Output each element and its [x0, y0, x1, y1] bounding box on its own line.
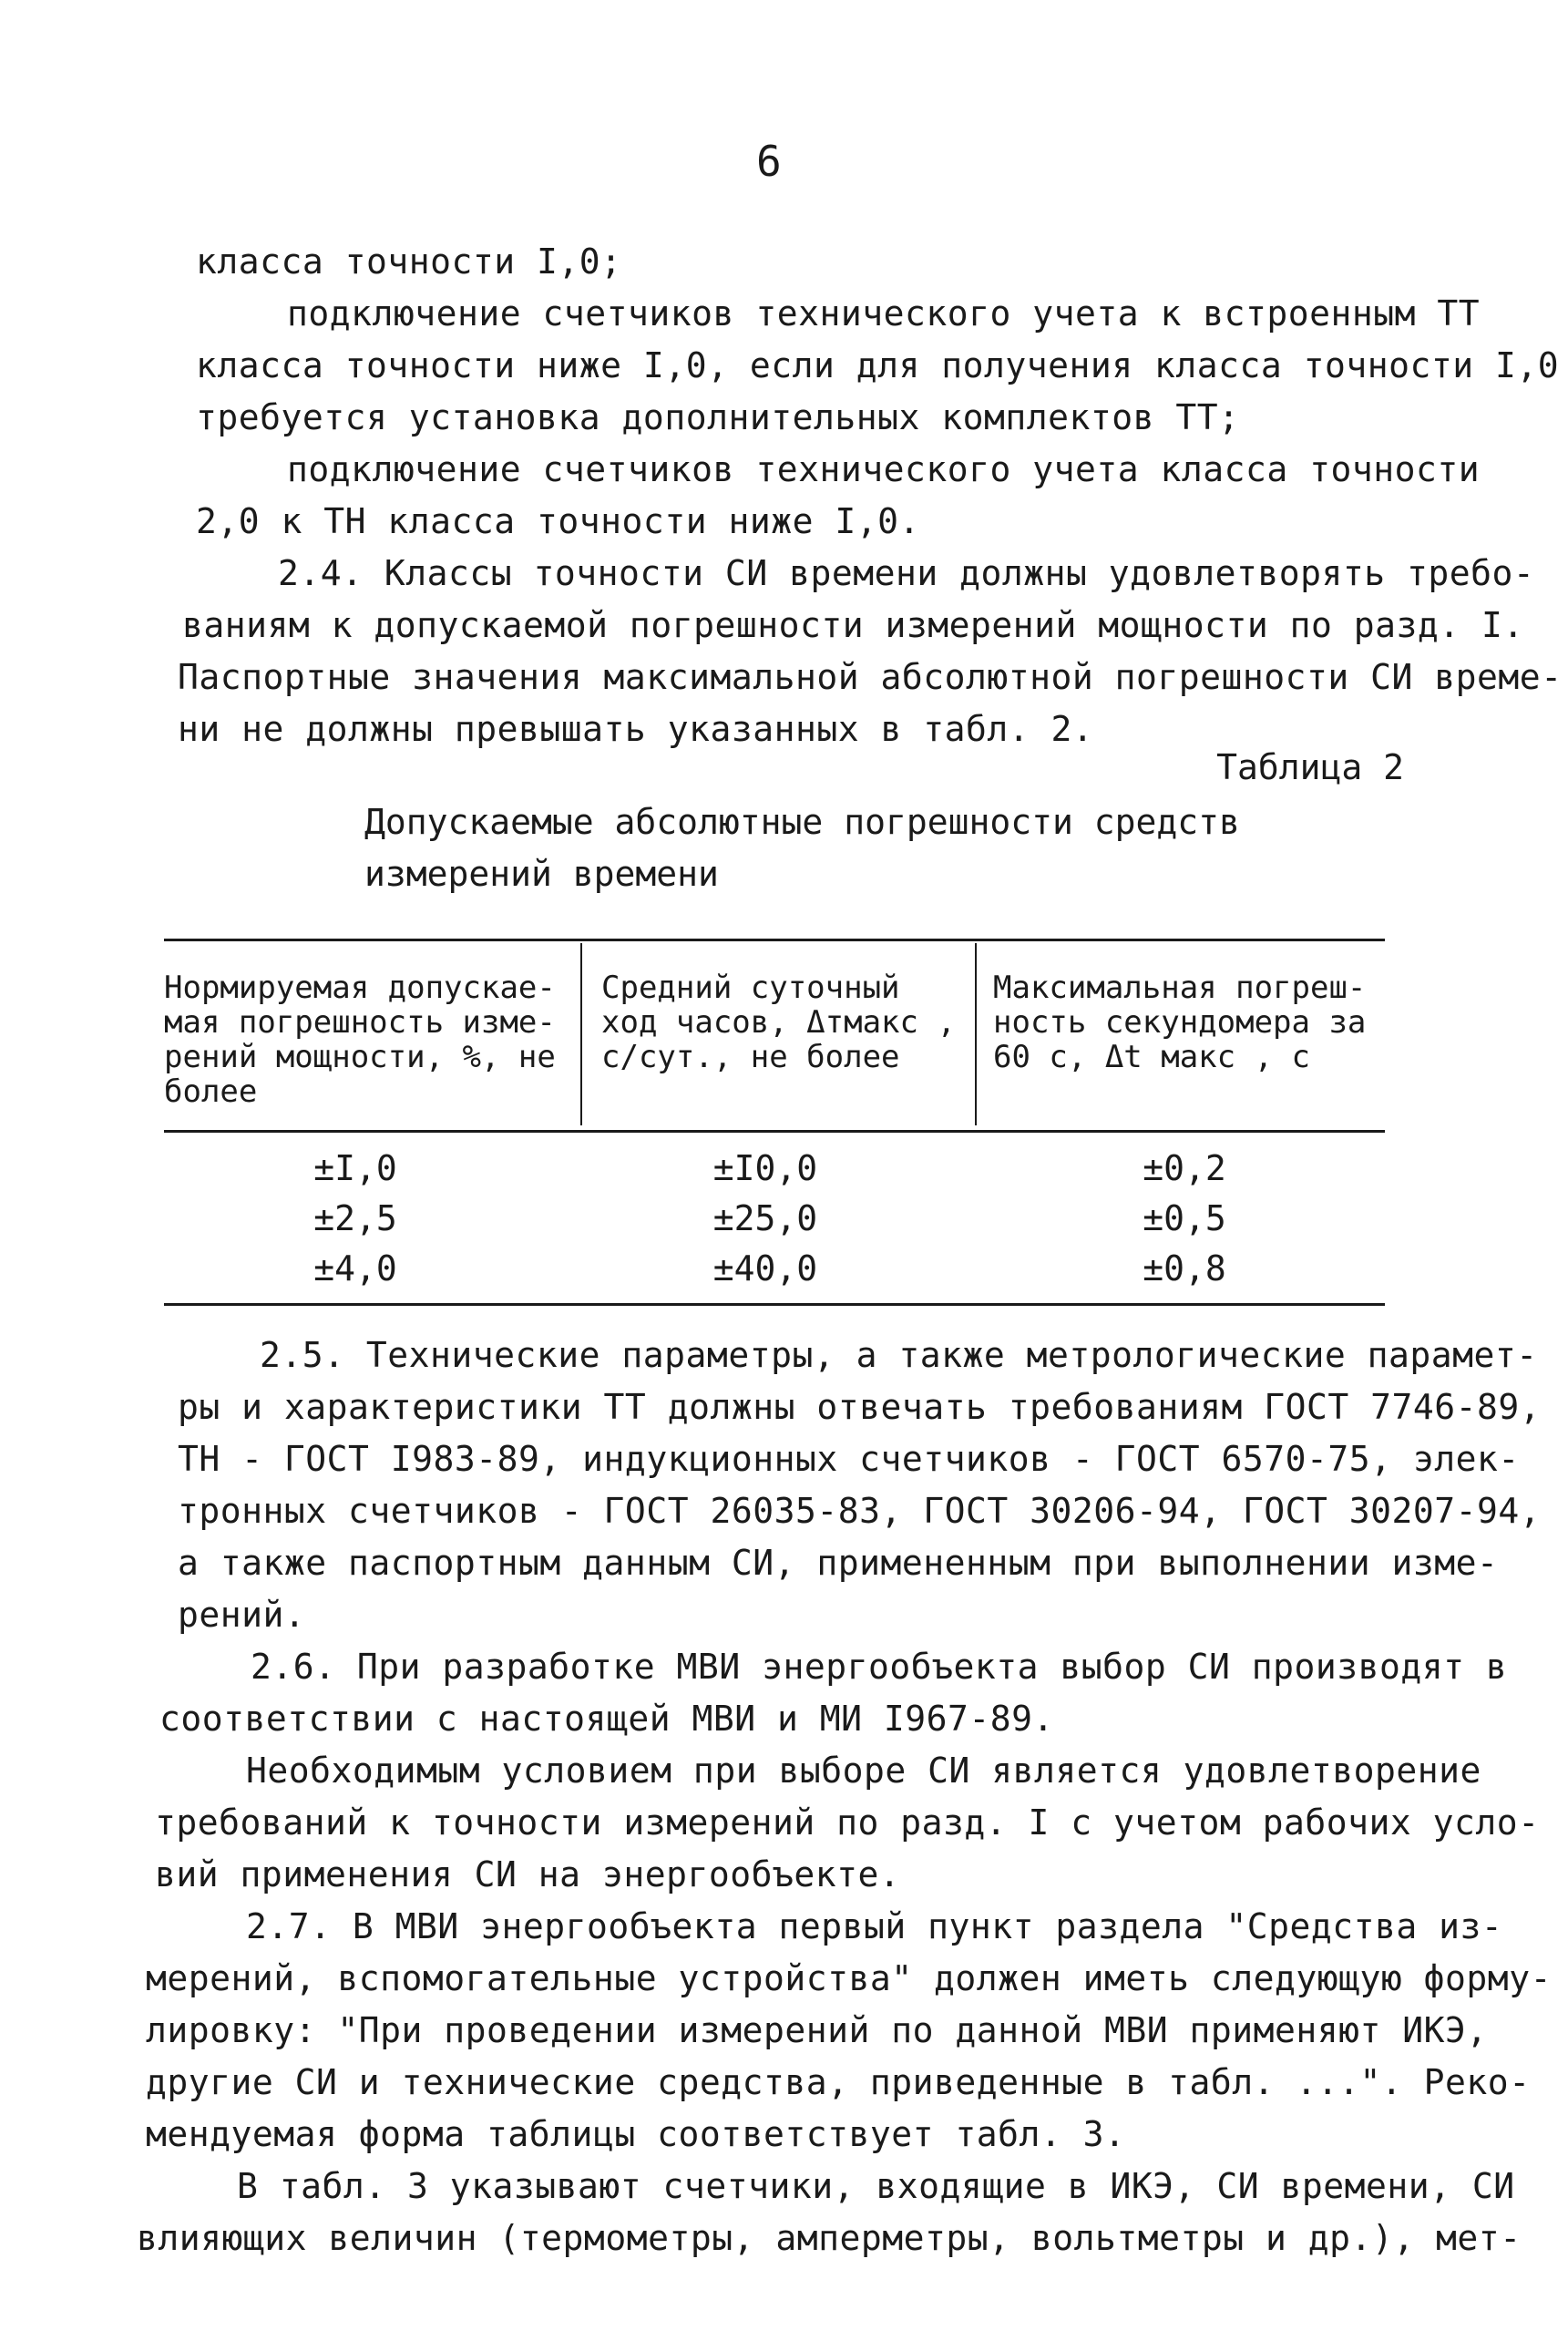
table-header-cell: Максимальная погреш- ность секундомера за 60 с, Δt макс , с [993, 970, 1367, 1075]
table-column-divider [580, 943, 582, 1125]
table-header-cell: Нормируемая допускае- мая погрешность изме- рений мощности, %, не более [164, 970, 556, 1110]
text-line: лировку: "При проведении измерений по данной МВИ применяют ИКЭ, [146, 2010, 1488, 2050]
text-line: В табл. 3 указывают счетчики, входящие в ИКЭ, СИ времени, СИ [237, 2166, 1515, 2206]
text-line: ни не должны превышать указанных в табл. 2. [178, 709, 1094, 749]
text-line: мендуемая форма таблицы соответствует табл. 3. [146, 2114, 1126, 2154]
table-cell: ±0,2 [1143, 1148, 1226, 1188]
text-line: класса точности I,0; [196, 241, 622, 282]
table-header-rule [164, 1130, 1385, 1133]
text-line: рений. [178, 1595, 306, 1635]
table-header-cell: Средний суточный ход часов, Δтмакс , с/сут., не более [601, 970, 956, 1075]
text-line: 2.7. В МВИ энергообъекта первый пункт раздела "Средства из- [246, 1906, 1503, 1946]
text-line: ваниям к допускаемой погрешности измерений мощности по разд. I. [182, 605, 1524, 645]
text-line: мерений, вспомогательные устройства" должен иметь следующую форму- [146, 1958, 1552, 1998]
text-line: Паспортные значения максимальной абсолютной погрешности СИ време- [178, 657, 1563, 697]
text-line: ры и характеристики ТТ должны отвечать требованиям ГОСТ 7746-89, [178, 1387, 1542, 1427]
table-top-rule [164, 939, 1385, 941]
text-line: требований к точности измерений по разд. I с учетом рабочих усло- [155, 1802, 1540, 1843]
text-line: 2.6. При разработке МВИ энергообъекта выбор СИ производят в [251, 1647, 1508, 1687]
table-cell: ±I0,0 [712, 1148, 818, 1188]
text-line: влияющих величин (термометры, амперметры, вольтметры и др.), мет- [137, 2218, 1522, 2258]
text-line: 2.4. Классы точности СИ времени должны удовлетворять требо- [278, 553, 1535, 593]
text-line: подключение счетчиков технического учета класса точности [287, 449, 1481, 489]
table-label: Таблица 2 [1216, 747, 1404, 787]
table-caption-line2: измерений времени [364, 854, 719, 894]
text-line: класса точности ниже I,0, если для получения класса точности I,0 [196, 345, 1560, 385]
table-caption-line1: Допускаемые абсолютные погрешности средств [364, 802, 1240, 842]
text-line: ТН - ГОСТ I983-89, индукционных счетчиков - ГОСТ 6570-75, элек- [178, 1439, 1520, 1479]
table-cell: ±I,0 [313, 1148, 397, 1188]
table-cell: ±4,0 [313, 1248, 397, 1289]
text-line: требуется установка дополнительных комплектов ТТ; [196, 397, 1240, 437]
text-line: 2.5. Технические параметры, а также метрологические парамет- [260, 1335, 1538, 1375]
text-line: а также паспортным данным СИ, примененным при выполнении изме- [178, 1543, 1499, 1583]
text-line: соответствии с настоящей МВИ и МИ I967-89. [159, 1699, 1054, 1739]
table-cell: ±25,0 [712, 1198, 818, 1238]
table-column-divider [975, 943, 977, 1125]
text-line: тронных счетчиков - ГОСТ 26035-83, ГОСТ 30206-94, ГОСТ 30207-94, [178, 1491, 1542, 1531]
page-number: 6 [756, 137, 782, 186]
text-line: Необходимым условием при выборе СИ является удовлетворение [246, 1751, 1481, 1791]
text-line: вий применения СИ на энергообъекте. [155, 1854, 901, 1894]
table-cell: ±40,0 [712, 1248, 818, 1289]
text-line: 2,0 к ТН класса точности ниже I,0. [196, 501, 920, 541]
text-line: другие СИ и технические средства, приведенные в табл. ...". Реко- [146, 2062, 1531, 2102]
table-cell: ±0,5 [1143, 1198, 1226, 1238]
text-line: подключение счетчиков технического учета к встроенным ТТ [287, 293, 1481, 334]
table-cell: ±2,5 [313, 1198, 397, 1238]
table-bottom-rule [164, 1303, 1385, 1306]
table-cell: ±0,8 [1143, 1248, 1226, 1289]
